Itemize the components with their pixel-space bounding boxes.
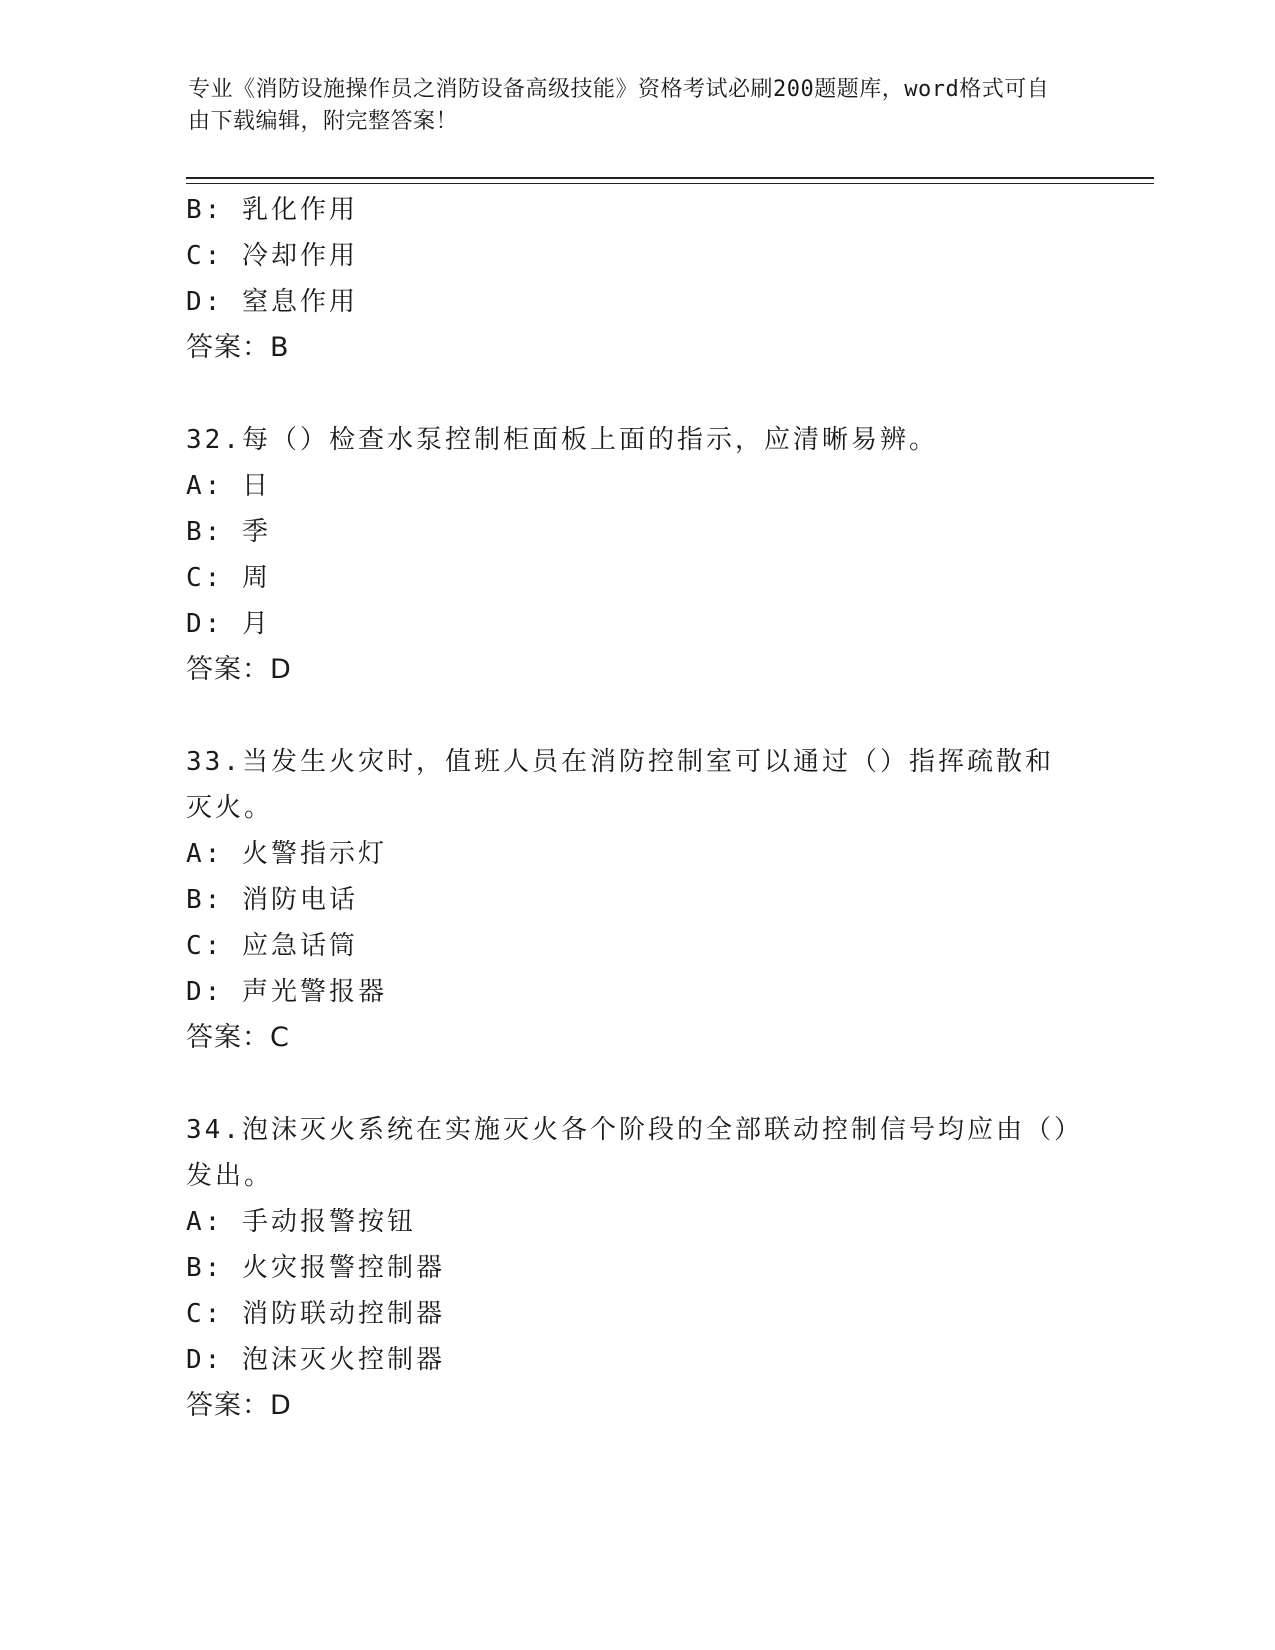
option-c: C: 冷却作用 <box>186 241 358 271</box>
option-c: C: 应急话筒 <box>186 931 358 961</box>
answer: 答案：D <box>186 654 292 685</box>
question-33 <box>186 739 1086 1061</box>
question-32 <box>186 417 1086 693</box>
page-header: 专业《消防设施操作员之消防设备高级技能》资格考试必刷200题题库，word格式可自由下载编辑，附完整答案！ <box>188 77 1050 134</box>
question-text: 32.每（）检查水泵控制柜面板上面的指示，应清晰易辨。 <box>186 425 938 455</box>
option-c: C: 周 <box>186 563 271 593</box>
spacer <box>186 1061 1086 1107</box>
question-34 <box>186 1107 1086 1429</box>
header-divider-thin <box>186 183 1154 184</box>
question-list <box>186 187 1086 1429</box>
answer: 答案：C <box>186 1022 290 1053</box>
option-c: C: 消防联动控制器 <box>186 1299 445 1329</box>
option-a: A: 火警指示灯 <box>186 839 387 869</box>
option-d: D: 月 <box>186 609 271 639</box>
question-31 <box>186 187 1086 371</box>
spacer <box>186 371 1086 417</box>
option-b: B: 乳化作用 <box>186 195 358 225</box>
option-d: D: 声光警报器 <box>186 977 387 1007</box>
option-a: A: 日 <box>186 471 271 501</box>
spacer <box>186 693 1086 739</box>
option-b: B: 季 <box>186 517 271 547</box>
option-d: D: 泡沫灭火控制器 <box>186 1345 445 1375</box>
option-b: B: 消防电话 <box>186 885 358 915</box>
option-a: A: 手动报警按钮 <box>186 1207 416 1237</box>
question-text: 34.泡沫灭火系统在实施灭火各个阶段的全部联动控制信号均应由（）发出。 <box>186 1115 1070 1191</box>
answer: 答案：D <box>186 1390 292 1421</box>
question-text: 33.当发生火灾时，值班人员在消防控制室可以通过（）指挥疏散和灭火。 <box>186 747 1054 823</box>
option-b: B: 火灾报警控制器 <box>186 1253 445 1283</box>
option-d: D: 窒息作用 <box>186 287 358 317</box>
answer: 答案：B <box>186 332 290 363</box>
header-divider <box>186 177 1154 179</box>
